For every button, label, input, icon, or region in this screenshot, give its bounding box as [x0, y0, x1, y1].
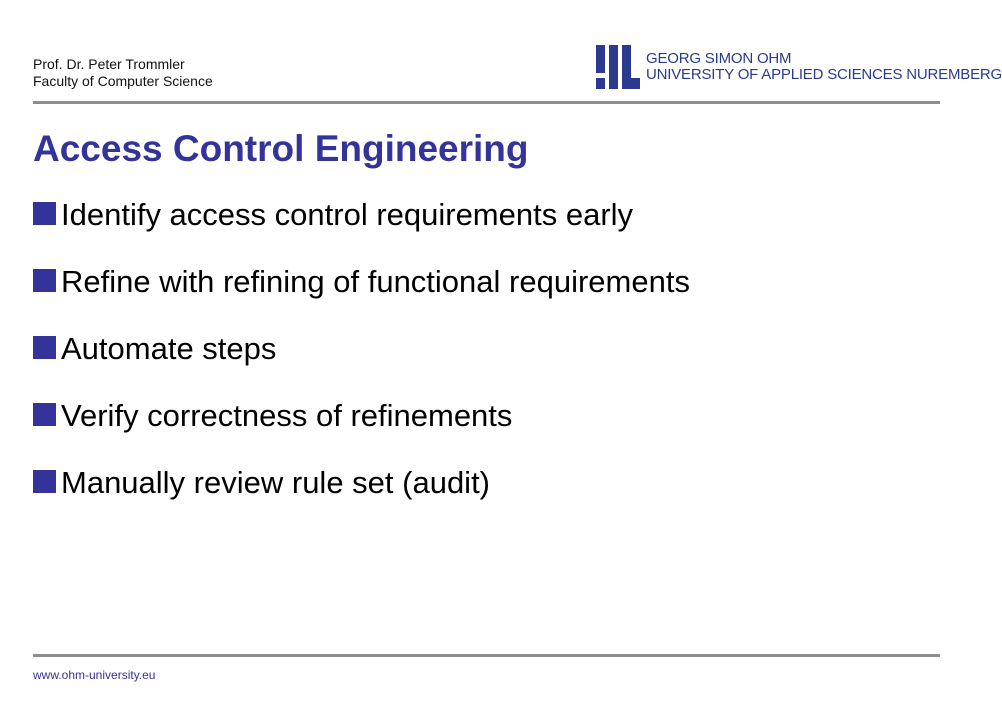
- bullet-item: [33, 192, 690, 238]
- author-name: Prof. Dr. Peter Trommler: [33, 56, 185, 72]
- bullet-item: [33, 393, 690, 439]
- bullet-item: [33, 259, 690, 305]
- university-logo: [596, 45, 1002, 89]
- bullet-text: Refine with refining of functional requirements: [61, 264, 690, 299]
- footer-divider: [33, 654, 940, 657]
- square-bullet-icon: [33, 202, 56, 225]
- bullet-text: Manually review rule set (audit): [61, 465, 491, 500]
- bullet-list: [33, 192, 690, 527]
- ohm-logo-icon: [596, 45, 640, 89]
- author-block: [33, 56, 213, 90]
- square-bullet-icon: [33, 269, 56, 292]
- slide-title: Access Control Engineering: [33, 128, 529, 169]
- bullet-text: Identify access control requirements early: [61, 197, 634, 232]
- logo-line-1: GEORG SIMON OHM: [646, 50, 792, 67]
- author-faculty: Faculty of Computer Science: [33, 73, 213, 89]
- logo-text: [646, 51, 1002, 83]
- square-bullet-icon: [33, 470, 56, 493]
- bullet-text: Verify correctness of refinements: [61, 398, 513, 433]
- square-bullet-icon: [33, 403, 56, 426]
- bullet-text: Automate steps: [61, 331, 277, 366]
- bullet-item: [33, 460, 690, 506]
- bullet-item: [33, 326, 690, 372]
- logo-line-2: UNIVERSITY OF APPLIED SCIENCES NUREMBERG: [646, 66, 1002, 83]
- square-bullet-icon: [33, 336, 56, 359]
- header-divider: [33, 101, 940, 104]
- footer-url[interactable]: www.ohm-university.eu: [33, 668, 156, 682]
